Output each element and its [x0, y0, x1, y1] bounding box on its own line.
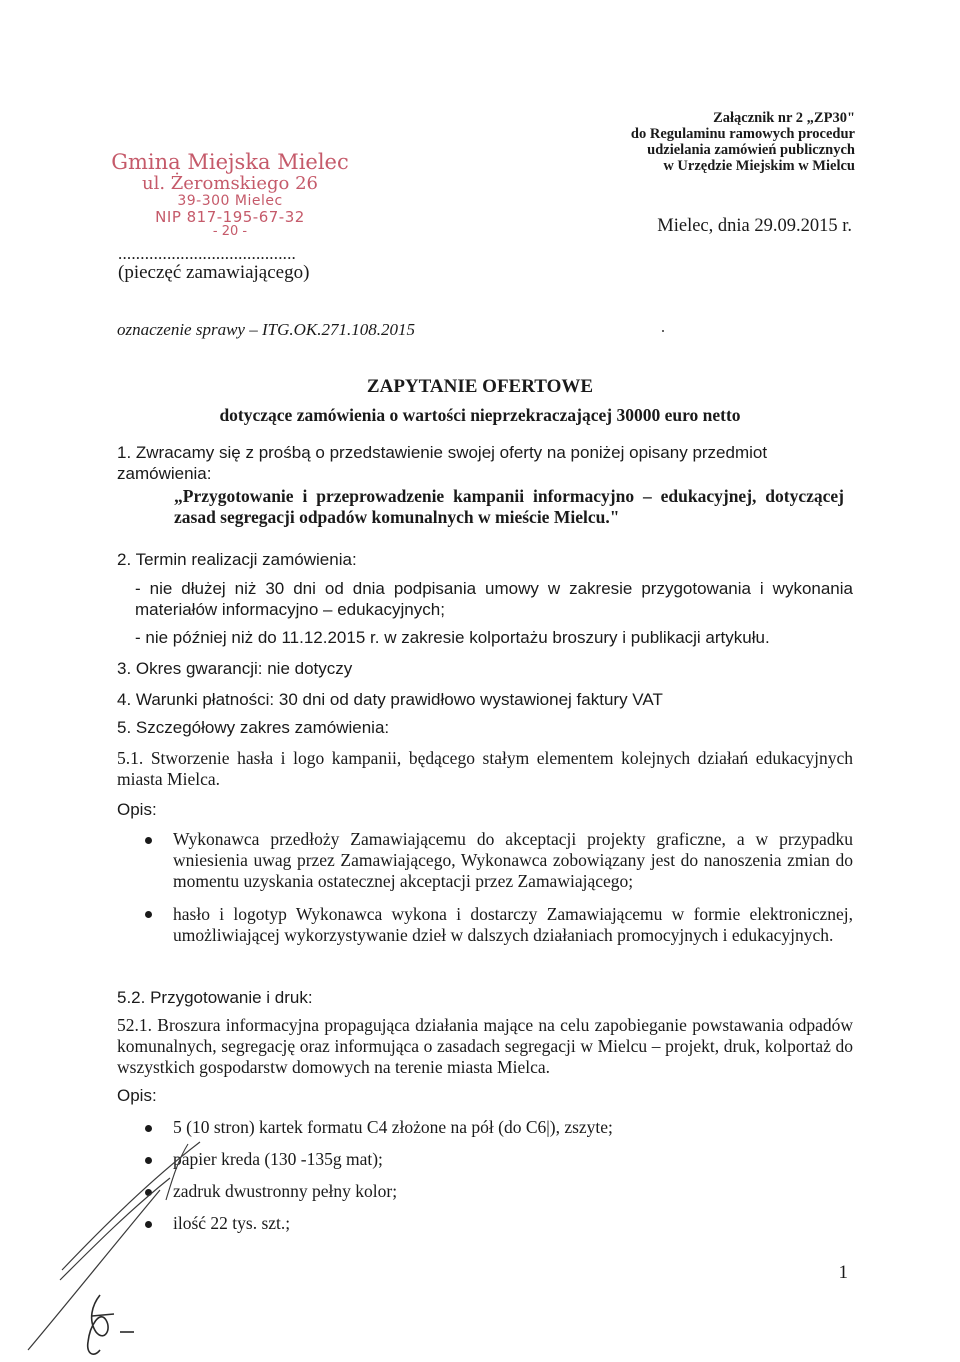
- section-5-2-1: 52.1. Broszura informacyjna propagująca działania mające na celu zapobieganie powstawania odpadów komunalnych, segregację oraz informująca o zasadach segregacji w Mielcu – projekt, druk, kolportaż do wszystkich gospodarstw domowych na terenie miasta Mielca.: [117, 1015, 853, 1077]
- spec-2: papier kreda (130 -135g mat);: [173, 1149, 383, 1169]
- section-5-1: 5.1. Stworzenie hasła i logo kampanii, będącego stałym elementem kolejnych działań edukacyjnych miasta Mielca.: [117, 748, 853, 789]
- annex-line-4: w Urzędzie Miejskim w Mielcu: [663, 158, 855, 174]
- section-5-heading: 5. Szczegółowy zakres zamówienia:: [117, 718, 390, 737]
- spec-1: 5 (10 stron) kartek formatu C4 złożone na pół (do C6|), zszyte;: [173, 1117, 613, 1137]
- stamp-postcode: 39-300 Mielec: [177, 193, 283, 209]
- spec-4: ilość 22 tys. szt.;: [173, 1213, 291, 1233]
- stamp-dotted-line: ........................................: [118, 244, 296, 263]
- page-number: 1: [838, 1262, 848, 1283]
- stamp-org-name: Gmina Miejska Mielec: [111, 150, 349, 174]
- spec-3: zadruk dwustronny pełny kolor;: [173, 1181, 398, 1201]
- section-1-text: 1. Zwracamy się z prośbą o przedstawienie swojej oferty na poniżej opisany przedmiot zamówienia:: [117, 443, 768, 483]
- organization-stamp: [100, 150, 360, 239]
- annex-line-2: do Regulaminu ramowych procedur: [630, 126, 855, 142]
- document-subtitle: dotyczące zamówienia o wartości nieprzekraczającej 30000 euro netto: [219, 405, 741, 425]
- signature-stroke: [92, 1314, 114, 1316]
- document-title: ZAPYTANIE OFERTOWE: [366, 376, 594, 397]
- section-2-heading: 2. Termin realizacji zamówienia:: [117, 550, 357, 569]
- bullet-icon: [145, 837, 152, 844]
- order-subject: „Przygotowanie i przeprowadzenie kampanii informacyjno – edukacyjnej, dotyczącej zasad segregacji odpadów komunalnych w mieście Mielcu.": [174, 486, 844, 527]
- stray-dot: [662, 330, 664, 332]
- stamp-nip: NIP 817-195-67-32: [155, 208, 305, 226]
- place-date: Mielec, dnia 29.09.2015 r.: [657, 216, 852, 236]
- stamp-street: ul. Żeromskiego 26: [141, 173, 318, 194]
- signature-stroke: [28, 1190, 160, 1350]
- section-2-item-2: - nie później niż do 11.12.2015 r. w zakresie kolportażu broszury i publikacji artykułu.: [135, 628, 770, 647]
- handwritten-signature: [0, 1120, 260, 1362]
- stamp-caption: (pieczęć zamawiającego): [118, 262, 310, 283]
- section-5-2: 5.2. Przygotowanie i druk:: [117, 988, 313, 1007]
- signature-stroke: [166, 1144, 188, 1200]
- bullet-2-text: hasło i logotyp Wykonawca wykona i dostarczy Zamawiającemu w formie elektronicznej, umożliwiającej wykorzystywanie dzieł w dalszych działaniach promocyjnych i edukacyjnych.: [173, 904, 853, 945]
- opis-label-1: Opis:: [117, 800, 157, 819]
- section-4: 4. Warunki płatności: 30 dni od daty prawidłowo wystawionej faktury VAT: [117, 690, 663, 709]
- opis-label-2: Opis:: [117, 1086, 157, 1105]
- case-reference: oznaczenie sprawy – ITG.OK.271.108.2015: [117, 320, 415, 339]
- signature-stroke: [60, 1178, 170, 1280]
- section-3: 3. Okres gwarancji: nie dotyczy: [117, 659, 353, 678]
- annex-line-3: udzielania zamówień publicznych: [647, 142, 855, 158]
- bullet-1-text: Wykonawca przedłoży Zamawiającemu do akceptacji projekty graficzne, a w przypadku wniesienia uwag przez Zamawiającego, Wykonawca zobowiązany jest do nanoszenia zmian do momentu uzyskania ostatecznej akceptacji przez Zamawiającego;: [173, 829, 853, 891]
- stamp-number: - 20 -: [212, 224, 248, 239]
- annex-header: [515, 110, 855, 174]
- section-2-item-1: - nie dłużej niż 30 dni od dnia podpisania umowy w zakresie przygotowania i wykonania materiałów informacyjno – edukacyjnych;: [135, 579, 853, 619]
- bullet-icon: [145, 911, 152, 918]
- signature-stroke: [88, 1295, 108, 1354]
- annex-line-1: Załącznik nr 2 „ZP30": [713, 110, 855, 126]
